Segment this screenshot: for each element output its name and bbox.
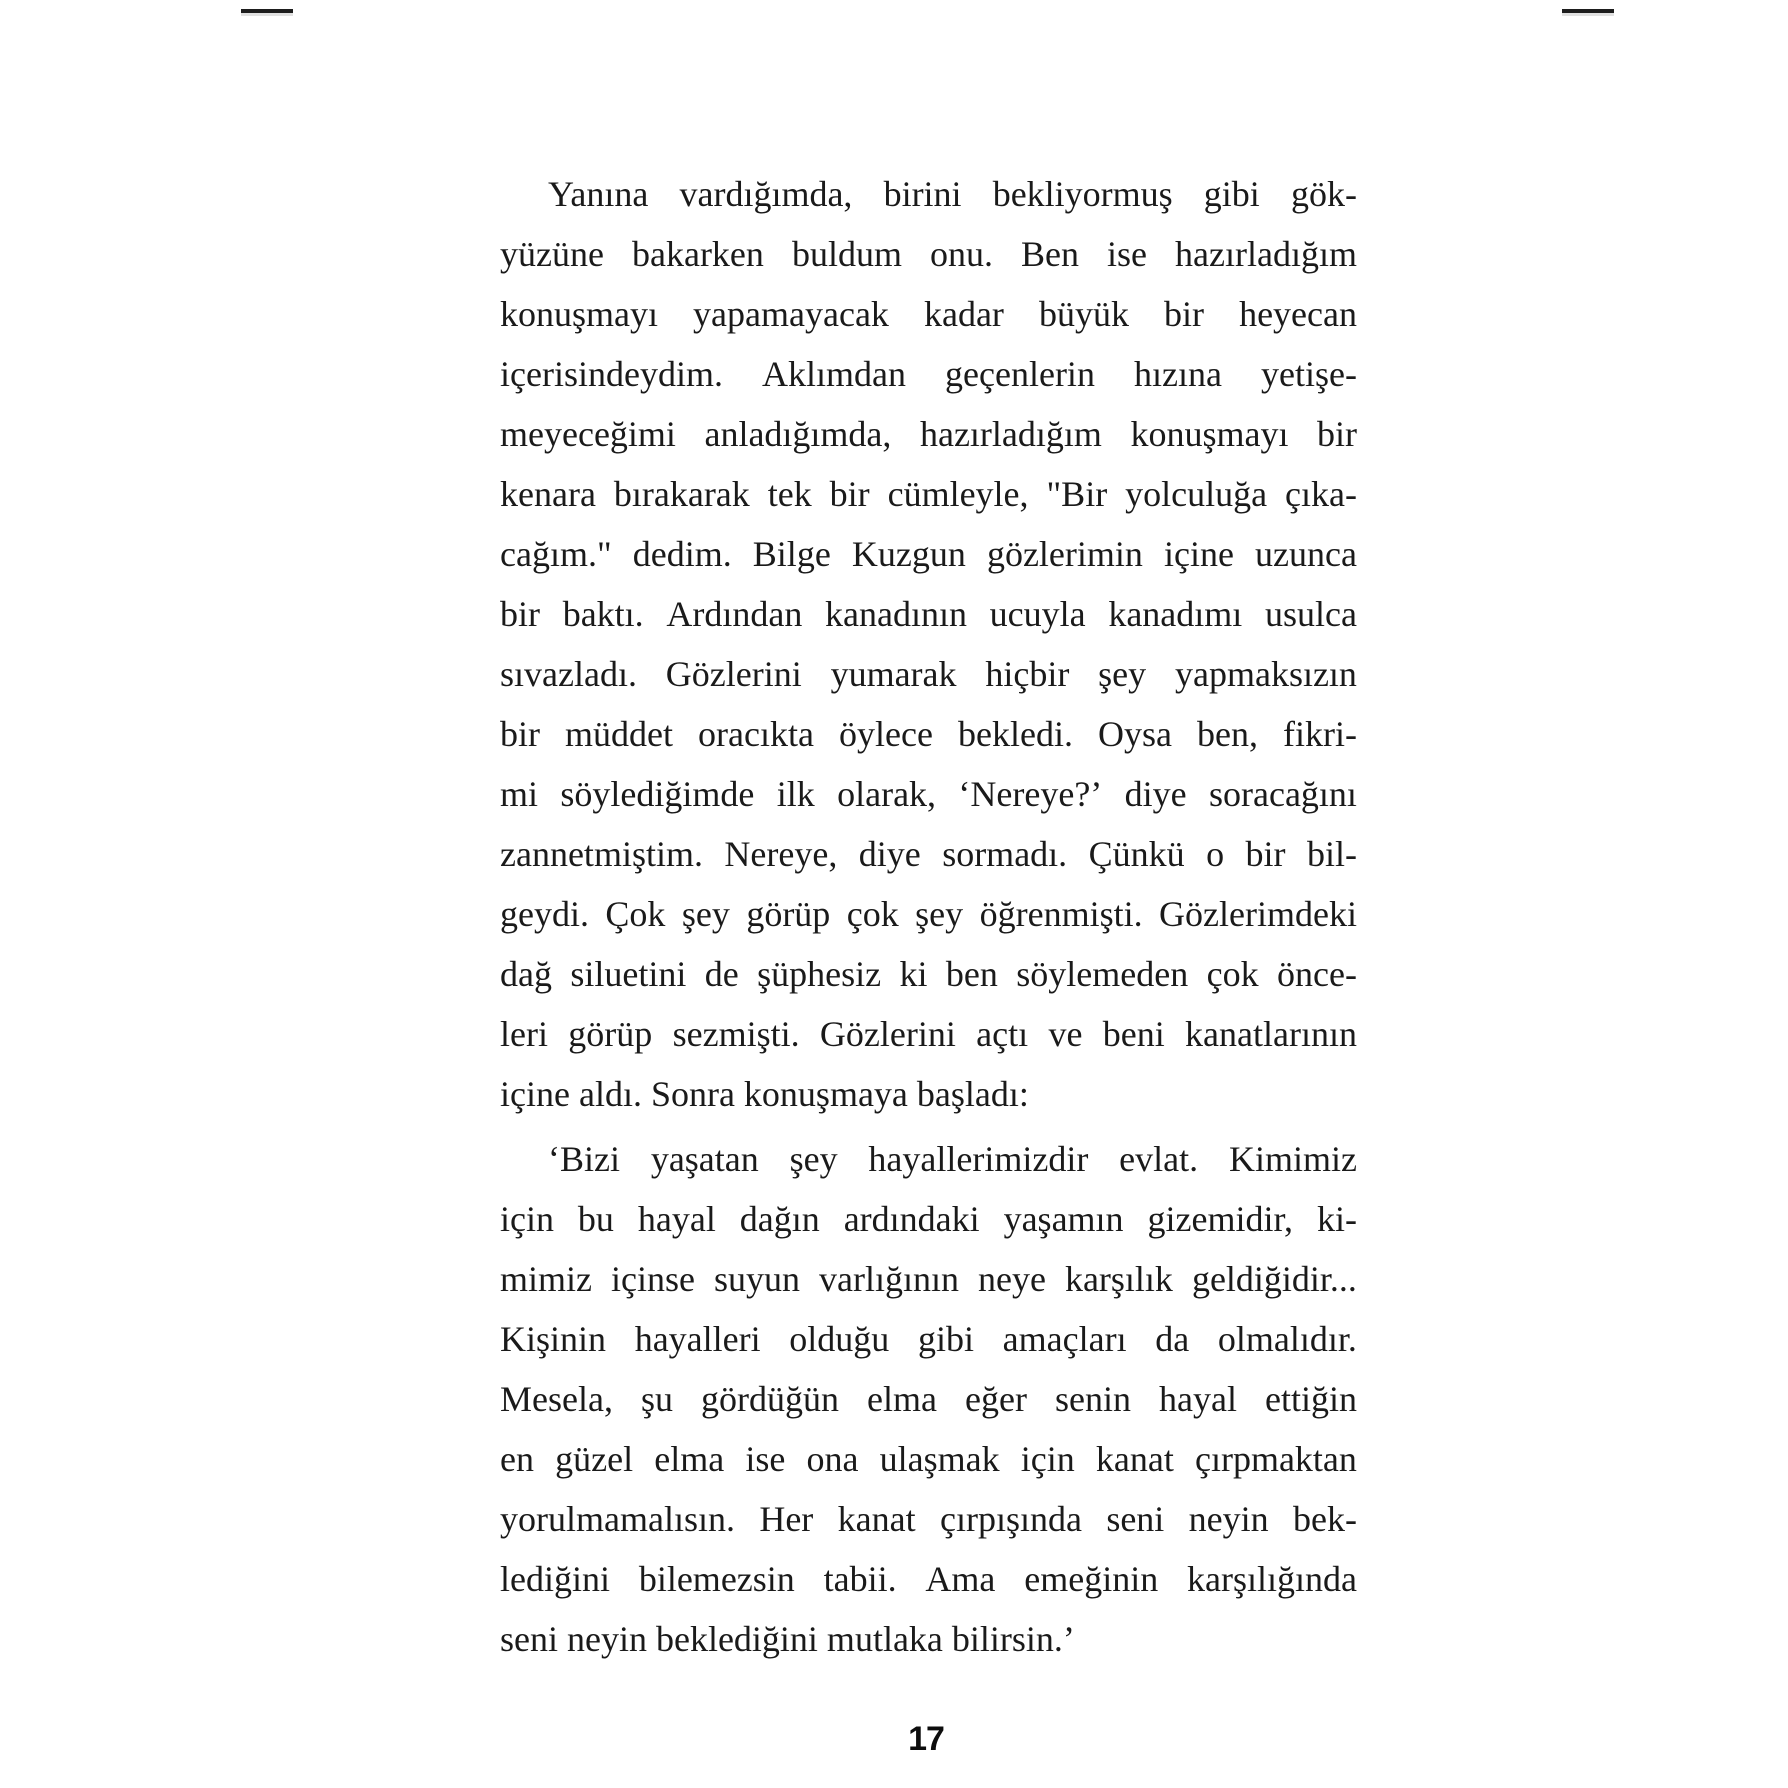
word: Kuzgun [851, 534, 966, 574]
word: bu [577, 1199, 614, 1239]
text-line [500, 644, 1357, 704]
word: hazırladığım [1175, 234, 1357, 274]
word: gördüğün [701, 1379, 840, 1419]
word: geçenlerin [945, 354, 1095, 394]
word: meyeceğimi [500, 414, 676, 454]
word: kanatlarının [1185, 1014, 1357, 1054]
word: ise [1107, 234, 1147, 274]
text-line [500, 824, 1357, 884]
word: birini [883, 174, 962, 214]
word: yaşamın [1003, 1199, 1124, 1239]
word: kanadının [825, 594, 967, 634]
word: baktı. [562, 594, 644, 634]
word: gözlerimin [986, 534, 1143, 574]
word: da [1155, 1319, 1190, 1359]
text-line [500, 524, 1357, 584]
word: ve [1048, 1014, 1083, 1054]
word: büyük [1038, 294, 1129, 334]
word: tek [767, 474, 812, 514]
word: zannetmiştim. [500, 834, 703, 874]
word: Bilge [752, 534, 831, 574]
word: öğrenmişti. [979, 894, 1143, 934]
word: yapmaksızın [1174, 654, 1357, 694]
word: Kimimiz [1228, 1139, 1357, 1179]
word: içinse [611, 1259, 695, 1299]
word: içerisindeydim. [500, 354, 723, 394]
word: çok [1206, 954, 1259, 994]
text-line [500, 344, 1357, 404]
text-line [500, 584, 1357, 644]
word: bir [829, 474, 870, 514]
word: emeğinin [1024, 1559, 1159, 1599]
text-line [500, 1549, 1357, 1609]
text-line [500, 224, 1357, 284]
word: en [500, 1439, 534, 1479]
word: Gözlerini [819, 1014, 956, 1054]
page-number: 17 [908, 1720, 944, 1758]
word: anladığımda, [704, 414, 892, 454]
word: mimiz [500, 1259, 592, 1299]
word: sormadı. [942, 834, 1068, 874]
word: heyecan [1239, 294, 1357, 334]
word: yüzüne [500, 234, 604, 274]
word: evlat. [1119, 1139, 1199, 1179]
top-right-rule [1562, 9, 1614, 13]
word: elma [654, 1439, 725, 1479]
word: hiçbir [985, 654, 1070, 694]
word: ona [806, 1439, 859, 1479]
word: yolculuğa [1125, 474, 1268, 514]
word: lediğini [500, 1559, 610, 1599]
word: soracağını [1209, 774, 1357, 814]
word: yumarak [830, 654, 957, 694]
word: hazırladığım [919, 414, 1102, 454]
word: bekledi. [957, 714, 1073, 754]
word: sezmişti. [672, 1014, 800, 1054]
word: güzel [555, 1439, 634, 1479]
word: de [704, 954, 739, 994]
word: hızına [1133, 354, 1222, 394]
word: ben [945, 954, 998, 994]
word: söylemeden [1016, 954, 1189, 994]
word: bilemezsin [638, 1559, 795, 1599]
word: Çünkü [1088, 834, 1185, 874]
word: karşılığında [1187, 1559, 1357, 1599]
word: Ben [1020, 234, 1079, 274]
word: dağ [500, 954, 552, 994]
word: bil- [1306, 834, 1357, 874]
word: dedim. [632, 534, 732, 574]
text-line [500, 944, 1357, 1004]
word: olmalıdır. [1217, 1319, 1357, 1359]
word: diye [858, 834, 921, 874]
word: ulaşmak [879, 1439, 1000, 1479]
word: oracıkta [698, 714, 814, 754]
word: senin [1054, 1379, 1131, 1419]
word: için [1020, 1439, 1075, 1479]
word: buldum [791, 234, 902, 274]
word: eğer [965, 1379, 1027, 1419]
word: gibi [917, 1319, 974, 1359]
word: için [500, 1199, 554, 1239]
word: Ardından [666, 594, 803, 634]
text-line: seni neyin beklediğini mutlaka bilirsin.’ [500, 1619, 1075, 1659]
paragraph [500, 1129, 1357, 1669]
word: yaşatan [650, 1139, 759, 1179]
word: yetişe- [1261, 354, 1357, 394]
text-line [500, 1429, 1357, 1489]
word: içine [1163, 534, 1234, 574]
word: şey [789, 1139, 838, 1179]
word: cağım." [500, 534, 612, 574]
text-line [500, 884, 1357, 944]
word: ucuyla [989, 594, 1086, 634]
word: bir [1164, 294, 1205, 334]
word: karşılık [1064, 1259, 1173, 1299]
word: açtı [976, 1014, 1029, 1054]
word: hayal [1159, 1379, 1237, 1419]
word: leri [500, 1014, 548, 1054]
body-text [500, 164, 1357, 1669]
word: bir [1245, 834, 1286, 874]
word: mi [500, 774, 539, 814]
text-line [500, 1249, 1357, 1309]
word: öylece [839, 714, 933, 754]
word: söylediğimde [560, 774, 755, 814]
word: olarak, [837, 774, 937, 814]
word: bir [500, 714, 540, 754]
word: suyun [713, 1259, 800, 1299]
word: amaçları [1002, 1319, 1127, 1359]
word: o [1206, 834, 1225, 874]
top-left-rule [241, 9, 293, 13]
word: kadar [923, 294, 1004, 334]
word: ardındaki [843, 1199, 980, 1239]
word: hayalleri [634, 1319, 761, 1359]
word: bekliyormuş [992, 174, 1173, 214]
word: geydi. [500, 894, 589, 934]
word: çok [846, 894, 899, 934]
word: bakarken [631, 234, 764, 274]
word: ki [899, 954, 928, 994]
word: çırpışında [939, 1499, 1082, 1539]
word: Mesela, [500, 1379, 613, 1419]
word: çıka- [1285, 474, 1357, 514]
word: vardığımda, [679, 174, 853, 214]
text-line [500, 404, 1357, 464]
word: yapamayacak [693, 294, 889, 334]
text-line [500, 1004, 1357, 1064]
word: şu [640, 1379, 673, 1419]
word: Gözlerimdeki [1159, 894, 1357, 934]
word: kenara [500, 474, 596, 514]
word: hayallerimizdir [868, 1139, 1089, 1179]
text-line [500, 764, 1357, 824]
paragraph [500, 164, 1357, 1124]
word: şey [681, 894, 730, 934]
word: neye [977, 1259, 1046, 1299]
text-line [500, 1489, 1357, 1549]
word: gizemidir, [1147, 1199, 1294, 1239]
word: "Bir [1046, 474, 1108, 514]
word: ilk [776, 774, 815, 814]
word: çırpmaktan [1194, 1439, 1357, 1479]
word: elma [867, 1379, 937, 1419]
word: bir [1317, 414, 1357, 454]
word: şüphesiz [757, 954, 882, 994]
word: ettiğin [1264, 1379, 1357, 1419]
text-line [500, 704, 1357, 764]
word: bırakarak [613, 474, 750, 514]
word: sıvazladı. [500, 654, 637, 694]
word: konuşmayı [1130, 414, 1289, 454]
word: şey [1098, 654, 1147, 694]
word: kanadımı [1108, 594, 1243, 634]
word: fikri- [1283, 714, 1357, 754]
text-line [500, 1309, 1357, 1369]
word: önce- [1277, 954, 1357, 994]
word: ise [745, 1439, 786, 1479]
word: geldiğidir... [1191, 1259, 1357, 1299]
word: hayal [637, 1199, 716, 1239]
word: gibi [1203, 174, 1260, 214]
text-line [500, 284, 1357, 344]
word: Oysa [1097, 714, 1172, 754]
word: yorulmamalısın. [500, 1499, 735, 1539]
word: ‘Bizi [548, 1139, 620, 1179]
word: beni [1102, 1014, 1165, 1054]
word: Her [759, 1499, 814, 1539]
word: seni [1106, 1499, 1165, 1539]
word: konuşmayı [500, 294, 658, 334]
word: Nereye, [724, 834, 838, 874]
word: müddet [565, 714, 674, 754]
word: Çok [605, 894, 666, 934]
word: kanat [837, 1499, 916, 1539]
word: görüp [746, 894, 831, 934]
word: bek- [1293, 1499, 1357, 1539]
word: Kişinin [500, 1319, 607, 1359]
word: tabii. [823, 1559, 897, 1599]
word: Aklımdan [762, 354, 906, 394]
word: neyin [1188, 1499, 1269, 1539]
word: ki- [1316, 1199, 1357, 1239]
word: diye [1124, 774, 1187, 814]
text-line [500, 1369, 1357, 1429]
word: görüp [568, 1014, 653, 1054]
text-line [500, 464, 1357, 524]
word: olduğu [789, 1319, 890, 1359]
word: dağın [739, 1199, 820, 1239]
word: ‘Nereye?’ [958, 774, 1103, 814]
word: Ama [925, 1559, 996, 1599]
text-line [500, 164, 1357, 224]
word: kanat [1095, 1439, 1174, 1479]
word: şey [915, 894, 964, 934]
word: bir [500, 594, 540, 634]
word: onu. [929, 234, 993, 274]
word: ben, [1197, 714, 1258, 754]
word: cümleyle, [887, 474, 1029, 514]
text-line: içine aldı. Sonra konuşmaya başladı: [500, 1074, 1029, 1114]
text-line [500, 1189, 1357, 1249]
word: gök- [1290, 174, 1357, 214]
word: Gözlerini [665, 654, 802, 694]
text-line [500, 1129, 1357, 1189]
word: varlığının [819, 1259, 959, 1299]
word: siluetini [570, 954, 687, 994]
word: uzunca [1255, 534, 1357, 574]
word: usulca [1264, 594, 1357, 634]
word: Yanına [548, 174, 649, 214]
